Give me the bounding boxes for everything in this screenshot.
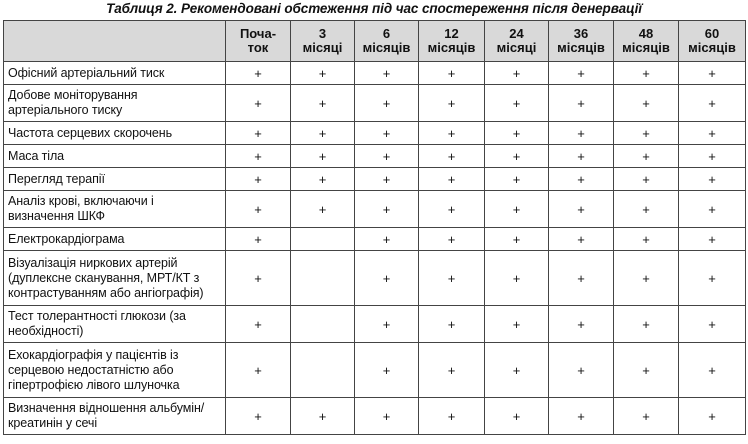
mark-cell: + — [614, 398, 679, 435]
mark-cell: + — [614, 251, 679, 306]
mark-cell: + — [291, 145, 355, 168]
header-corner — [4, 21, 226, 62]
mark-cell: + — [679, 168, 746, 191]
column-header: 6 місяців — [355, 21, 419, 62]
row-label: Визначення відношення альбумін/креатинін у сечі — [4, 398, 226, 435]
column-header: Поча- ток — [226, 21, 291, 62]
mark-cell: + — [226, 191, 291, 228]
mark-cell: + — [419, 85, 485, 122]
row-label: Тест толерантності глюкози (за необхідності) — [4, 306, 226, 343]
mark-cell: + — [226, 85, 291, 122]
column-header: 48 місяців — [614, 21, 679, 62]
table-row — [4, 62, 746, 85]
column-header: 12 місяців — [419, 21, 485, 62]
table-row — [4, 168, 746, 191]
table-caption: Таблиця 2. Рекомендовані обстеження під час спостереження після денервації — [106, 1, 642, 16]
mark-cell: + — [355, 62, 419, 85]
table-row — [4, 145, 746, 168]
mark-cell: + — [226, 62, 291, 85]
mark-cell: + — [355, 228, 419, 251]
mark-cell: + — [226, 122, 291, 145]
mark-cell: + — [485, 228, 549, 251]
mark-cell: + — [614, 191, 679, 228]
mark-cell: + — [614, 228, 679, 251]
mark-cell: + — [679, 191, 746, 228]
mark-cell: + — [614, 343, 679, 398]
mark-cell: + — [614, 122, 679, 145]
mark-cell: + — [679, 306, 746, 343]
mark-cell: + — [614, 62, 679, 85]
mark-cell: + — [485, 168, 549, 191]
mark-cell: + — [226, 228, 291, 251]
mark-cell: + — [549, 343, 614, 398]
mark-cell: + — [549, 62, 614, 85]
mark-cell: + — [291, 122, 355, 145]
examinations-table — [3, 20, 746, 435]
table-row — [4, 228, 746, 251]
mark-cell: + — [679, 62, 746, 85]
mark-cell — [291, 343, 355, 398]
mark-cell: + — [679, 343, 746, 398]
row-label: Частота серцевих скорочень — [4, 122, 226, 145]
row-label: Електрокардіограма — [4, 228, 226, 251]
mark-cell: + — [355, 122, 419, 145]
mark-cell: + — [679, 145, 746, 168]
mark-cell: + — [485, 85, 549, 122]
mark-cell: + — [226, 145, 291, 168]
mark-cell: + — [679, 122, 746, 145]
mark-cell: + — [549, 228, 614, 251]
mark-cell: + — [291, 191, 355, 228]
mark-cell: + — [355, 306, 419, 343]
mark-cell: + — [614, 85, 679, 122]
mark-cell: + — [419, 191, 485, 228]
mark-cell: + — [419, 145, 485, 168]
column-header: 36 місяців — [549, 21, 614, 62]
mark-cell: + — [679, 398, 746, 435]
mark-cell: + — [549, 191, 614, 228]
mark-cell: + — [419, 122, 485, 145]
table-row — [4, 85, 746, 122]
mark-cell: + — [226, 168, 291, 191]
header-row — [4, 21, 746, 62]
mark-cell: + — [355, 85, 419, 122]
table-row — [4, 122, 746, 145]
mark-cell: + — [549, 251, 614, 306]
row-label: Офісний артеріальний тиск — [4, 62, 226, 85]
mark-cell: + — [485, 343, 549, 398]
mark-cell: + — [355, 343, 419, 398]
mark-cell: + — [291, 398, 355, 435]
mark-cell: + — [485, 191, 549, 228]
mark-cell: + — [419, 398, 485, 435]
mark-cell: + — [291, 85, 355, 122]
mark-cell: + — [419, 306, 485, 343]
row-label: Ехокардіографія у пацієнтів із серцевою недостатністю або гіпертрофією лівого шлуночка — [4, 343, 226, 398]
mark-cell: + — [419, 251, 485, 306]
mark-cell: + — [291, 62, 355, 85]
mark-cell: + — [679, 85, 746, 122]
mark-cell: + — [614, 145, 679, 168]
mark-cell: + — [226, 251, 291, 306]
mark-cell: + — [419, 228, 485, 251]
mark-cell: + — [355, 191, 419, 228]
column-header: 24 місяці — [485, 21, 549, 62]
mark-cell: + — [485, 62, 549, 85]
mark-cell — [291, 228, 355, 251]
row-label: Візуалізація ниркових артерій (дуплексне сканування, МРТ/КТ з контрастуванням або ангіографія) — [4, 251, 226, 306]
mark-cell: + — [549, 122, 614, 145]
mark-cell: + — [679, 251, 746, 306]
mark-cell: + — [614, 306, 679, 343]
mark-cell: + — [355, 145, 419, 168]
mark-cell: + — [485, 398, 549, 435]
mark-cell: + — [614, 168, 679, 191]
row-label: Добове моніторування артеріального тиску — [4, 85, 226, 122]
mark-cell — [291, 251, 355, 306]
mark-cell: + — [226, 343, 291, 398]
table-row — [4, 191, 746, 228]
mark-cell: + — [226, 398, 291, 435]
mark-cell: + — [549, 145, 614, 168]
mark-cell: + — [485, 306, 549, 343]
mark-cell: + — [355, 251, 419, 306]
mark-cell: + — [549, 306, 614, 343]
mark-cell: + — [485, 145, 549, 168]
table-row — [4, 343, 746, 398]
mark-cell — [291, 306, 355, 343]
mark-cell: + — [419, 168, 485, 191]
mark-cell: + — [355, 398, 419, 435]
row-label: Перегляд терапії — [4, 168, 226, 191]
table-row — [4, 306, 746, 343]
column-header: 60 місяців — [679, 21, 746, 62]
mark-cell: + — [549, 85, 614, 122]
table-row — [4, 251, 746, 306]
row-label: Аналіз крові, включаючи і визначення ШКФ — [4, 191, 226, 228]
mark-cell: + — [291, 168, 355, 191]
mark-cell: + — [549, 168, 614, 191]
column-header: 3 місяці — [291, 21, 355, 62]
table-body — [4, 62, 746, 435]
mark-cell: + — [485, 122, 549, 145]
mark-cell: + — [419, 62, 485, 85]
mark-cell: + — [679, 228, 746, 251]
mark-cell: + — [485, 251, 549, 306]
row-label: Маса тіла — [4, 145, 226, 168]
mark-cell: + — [549, 398, 614, 435]
mark-cell: + — [226, 306, 291, 343]
table-row — [4, 398, 746, 435]
mark-cell: + — [355, 168, 419, 191]
mark-cell: + — [419, 343, 485, 398]
